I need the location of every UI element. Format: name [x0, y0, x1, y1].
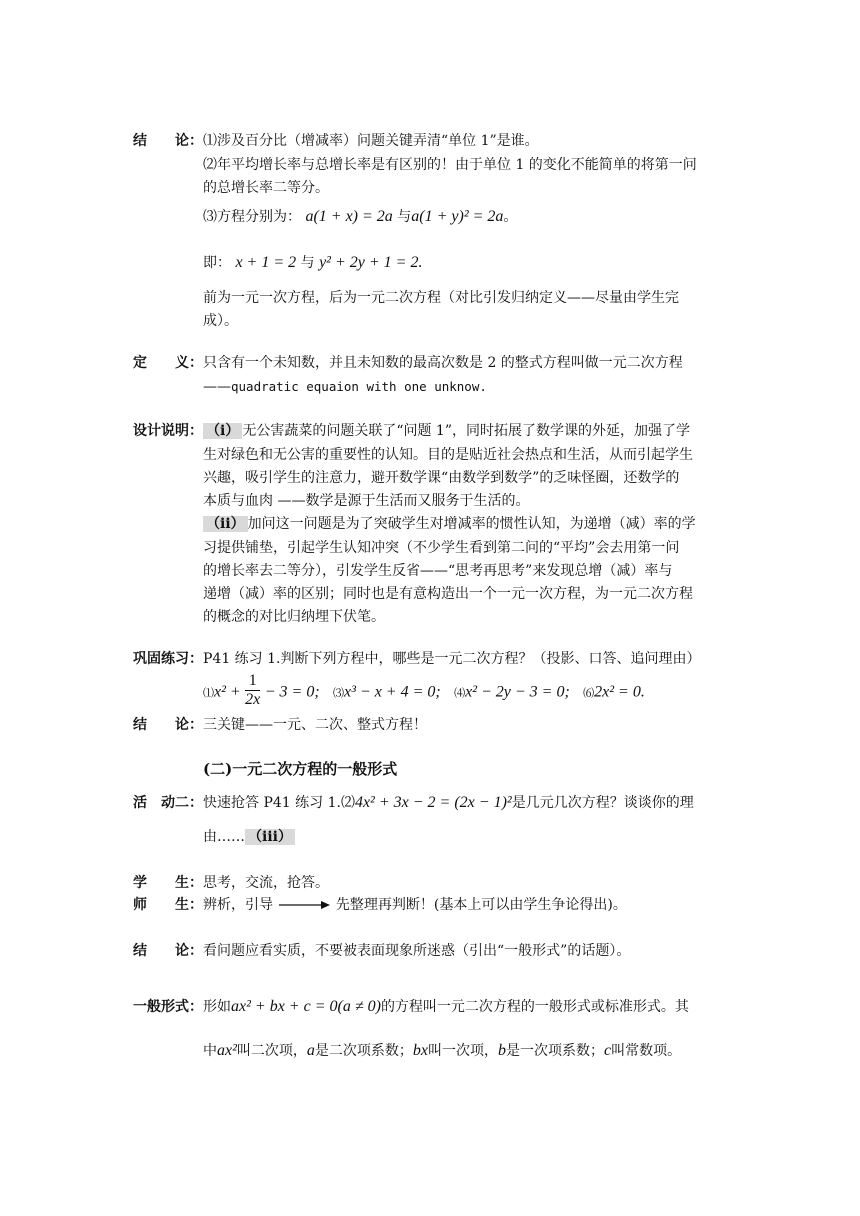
general-line-2: 中ax²叫二次项，a是二次项系数；bx叫一次项，b是一次项系数；c叫常数项。: [203, 1042, 682, 1059]
equation-4: y² + 2y + 1 = 2.: [319, 254, 423, 271]
conclusion-item-2b: 的总增长率二等分。: [203, 180, 329, 196]
equation-2: a(1 + y)² = 2a: [411, 208, 504, 225]
definition-label: 定 义：: [133, 355, 203, 371]
conclusion-equivalent: 即： x + 1 = 2 与 y² + 2y + 1 = 2.: [203, 254, 423, 271]
right-arrow-icon: [277, 900, 331, 910]
activity-line-1: 快速抢答 P41 练习 1.⑵4x² + 3x − 2 = (2x − 1)²是几元几次方程？谈谈你的理: [203, 794, 694, 811]
activity-label: 活 动二：: [133, 795, 203, 811]
conclusion-item-1: ⑴涉及百分比（增减率）问题关键弄清“单位 1”是谁。: [203, 133, 539, 149]
fraction: $\frac{1}{2x}$: [245, 672, 261, 708]
practice-label: 巩固练习：: [133, 651, 203, 667]
mark-ii: （ⅱ）: [203, 516, 248, 532]
equation-3: x + 1 = 2: [235, 254, 297, 271]
activity-equation: 4x² + 3x − 2 = (2x − 1)²: [354, 794, 512, 811]
conclusion-note-b: 成）。: [203, 313, 238, 329]
student-text: 思考，交流，抢答。: [203, 875, 329, 891]
design-para-2-line-2: 习提供铺垫，引起学生认知冲突（不少学生看到第二问的“平均”会去用第一问: [203, 540, 680, 556]
practice-equations: ⑴x² + $\frac{1}{2x}$ − 3 = 0; ⑶x³ − x + 4 = 0; ⑷x² − 2y − 3 = 0; ⑹2x² = 0.: [203, 672, 645, 708]
conclusion-label-3: 结 论：: [133, 943, 203, 959]
design-label: 设计说明：: [133, 423, 203, 439]
conclusion-item-3: ⑶方程分别为： a(1 + x) = 2a 与a(1 + y)² = 2a。: [203, 208, 518, 225]
conclusion-label: 结 论：: [133, 133, 203, 149]
design-para-1-line-4: 本质与血肉 ——数学是源于生活而又服务于生活的。: [203, 493, 530, 509]
definition-line-1: 只含有一个未知数，并且未知数的最高次数是 2 的整式方程叫做一元二次方程: [203, 355, 683, 371]
design-para-1-line-3: 兴趣，吸引学生的注意力，避开数学课“由数学到数学”的乏味怪圈，还数学的: [203, 470, 680, 486]
teacher-text: 辨析，引导 先整理再判断！(基本上可以由学生争论得出)。: [203, 897, 627, 913]
design-para-1-line-1: （ⅰ） 无公害蔬菜的问题关联了“问题 1”，同时拓展了数学课的外延，加强了学: [203, 420, 690, 442]
teacher-label: 师 生：: [133, 897, 203, 913]
equation-1: a(1 + x) = 2a: [305, 208, 393, 225]
mark-iii: （ⅲ）: [245, 829, 295, 845]
student-label: 学 生：: [133, 875, 203, 891]
conclusion-note-a: 前为一元一次方程，后为一元二次方程（对比引发归纳定义——尽量由学生完: [203, 290, 679, 306]
conclusion-3: 看问题应看实质，不要被表面现象所迷惑（引出“一般形式”的话题）。: [203, 943, 631, 959]
general-equation: ax² + bx + c = 0(a ≠ 0): [231, 998, 381, 1015]
definition-line-2: ——quadratic equaion with one unknow.: [203, 379, 487, 395]
conclusion-label-2: 结 论：: [133, 717, 203, 733]
design-para-1-line-2: 生对绿色和无公害的重要性的认知。目的是贴近社会热点和生活，从而引起学生: [203, 447, 693, 463]
general-line-1: 形如ax² + bx + c = 0(a ≠ 0)的方程叫一元二次方程的一般形式或标准形式。其: [203, 998, 689, 1015]
design-para-2-line-3: 的增长率去二等分），引发学生反省——“思考再思考”来发现总增（减）率与: [203, 563, 673, 579]
activity-line-2: 由…… （ⅲ）: [203, 826, 295, 848]
design-para-2-line-5: 的概念的对比归纳埋下伏笔。: [203, 609, 385, 625]
conclusion-2: 三关键——一元、二次、整式方程！: [203, 717, 427, 733]
section-title: (二)一元二次方程的一般形式: [203, 760, 398, 778]
general-label: 一般形式：: [133, 999, 203, 1015]
design-para-2-line-4: 递增（减）率的区别；同时也是有意构造出一个一元一次方程，为一元二次方程: [203, 586, 693, 602]
design-para-2-line-1: （ⅱ） 加问这一问题是为了突破学生对增减率的惯性认知，为递增（减）率的学: [203, 513, 696, 535]
conclusion-item-2a: ⑵年平均增长率与总增长率是有区别的！由于单位 1 的变化不能简单的将第一问: [203, 157, 697, 173]
practice-prompt: P41 练习 1.判断下列方程中，哪些是一元二次方程？（投影、口答、追问理由）: [203, 651, 701, 667]
mark-i: （ⅰ）: [203, 423, 242, 439]
